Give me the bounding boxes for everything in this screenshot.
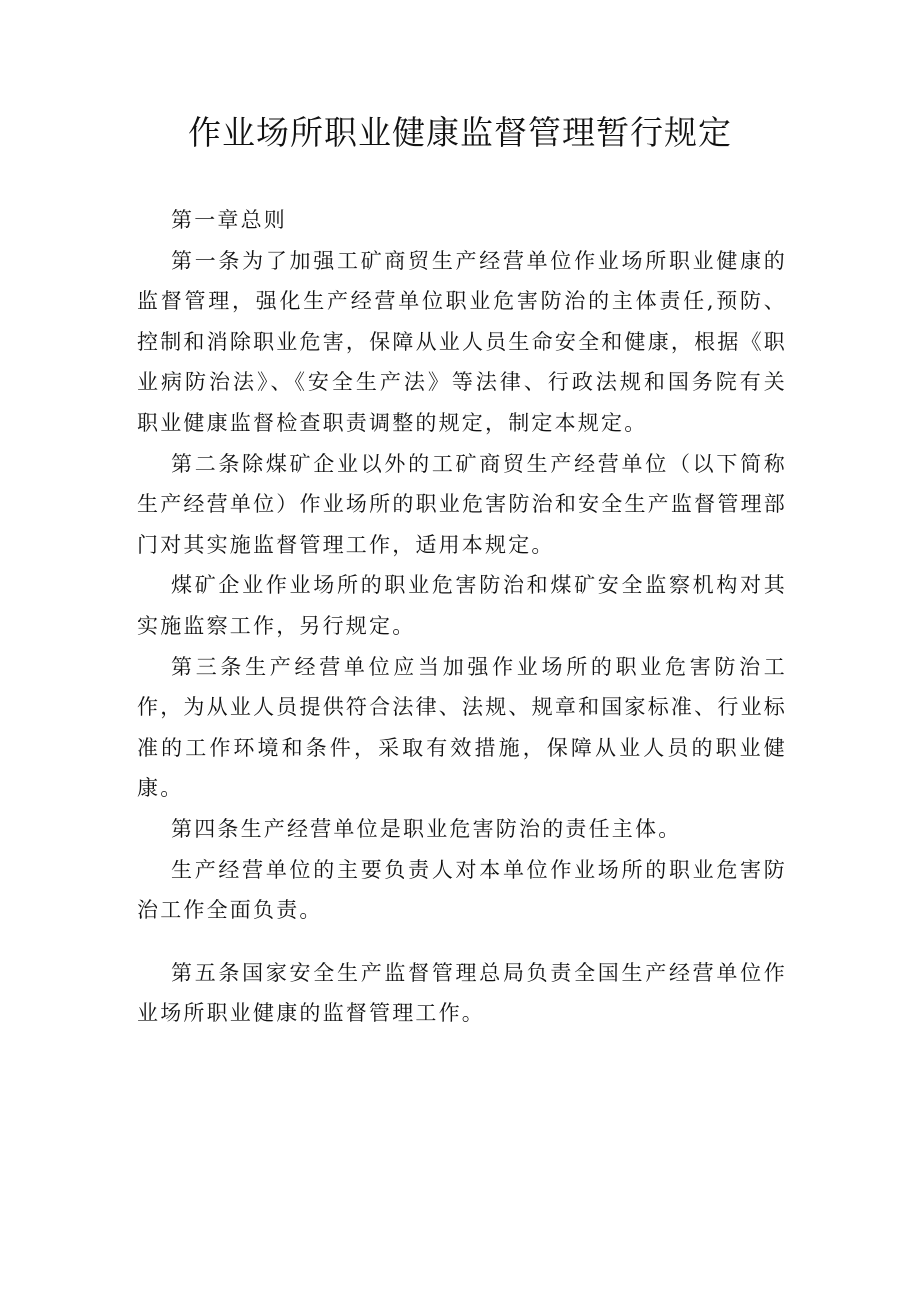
- chapter-heading: 第一章总则: [171, 208, 287, 232]
- article-3-paragraph: 第三条生产经营单位应当加强作业场所的职业危害防治工作，为从业人员提供符合法律、法规、规章和国家标准、行业标准的工作环境和条件，采取有效措施，保障从业人员的职业健康。: [137, 654, 787, 801]
- article-5-paragraph: 第五条国家安全生产监督管理总局负责全国生产经营单位作业场所职业健康的监督管理工作。: [137, 960, 787, 1026]
- document-title: 作业场所职业健康监督管理暂行规定: [188, 113, 732, 152]
- coal-mine-paragraph: 煤矿企业作业场所的职业危害防治和煤矿安全监察机构对其实施监察工作，另行规定。: [137, 573, 787, 638]
- responsibility-paragraph: 生产经营单位的主要负责人对本单位作业场所的职业危害防治工作全面负责。: [137, 857, 787, 923]
- article-2-paragraph: 第二条除煤矿企业以外的工矿商贸生产经营单位（以下简称生产经营单位）作业场所的职业危害防治和安全生产监督管理部门对其实施监督管理工作，适用本规定。: [137, 451, 787, 557]
- article-4-paragraph: 第四条生产经营单位是职业危害防治的责任主体。: [171, 816, 682, 841]
- document-body: [137, 200, 787, 1034]
- article-1-paragraph: 第一条为了加强工矿商贸生产经营单位作业场所职业健康的监督管理，强化生产经营单位职业危害防治的主体责任,预防、控制和消除职业危害，保障从业人员生命安全和健康，根据《职业病防治法》、《安全生产法》等法律、行政法规和国务院有关职业健康监督检查职责调整的规定，制定本规定。: [137, 248, 787, 435]
